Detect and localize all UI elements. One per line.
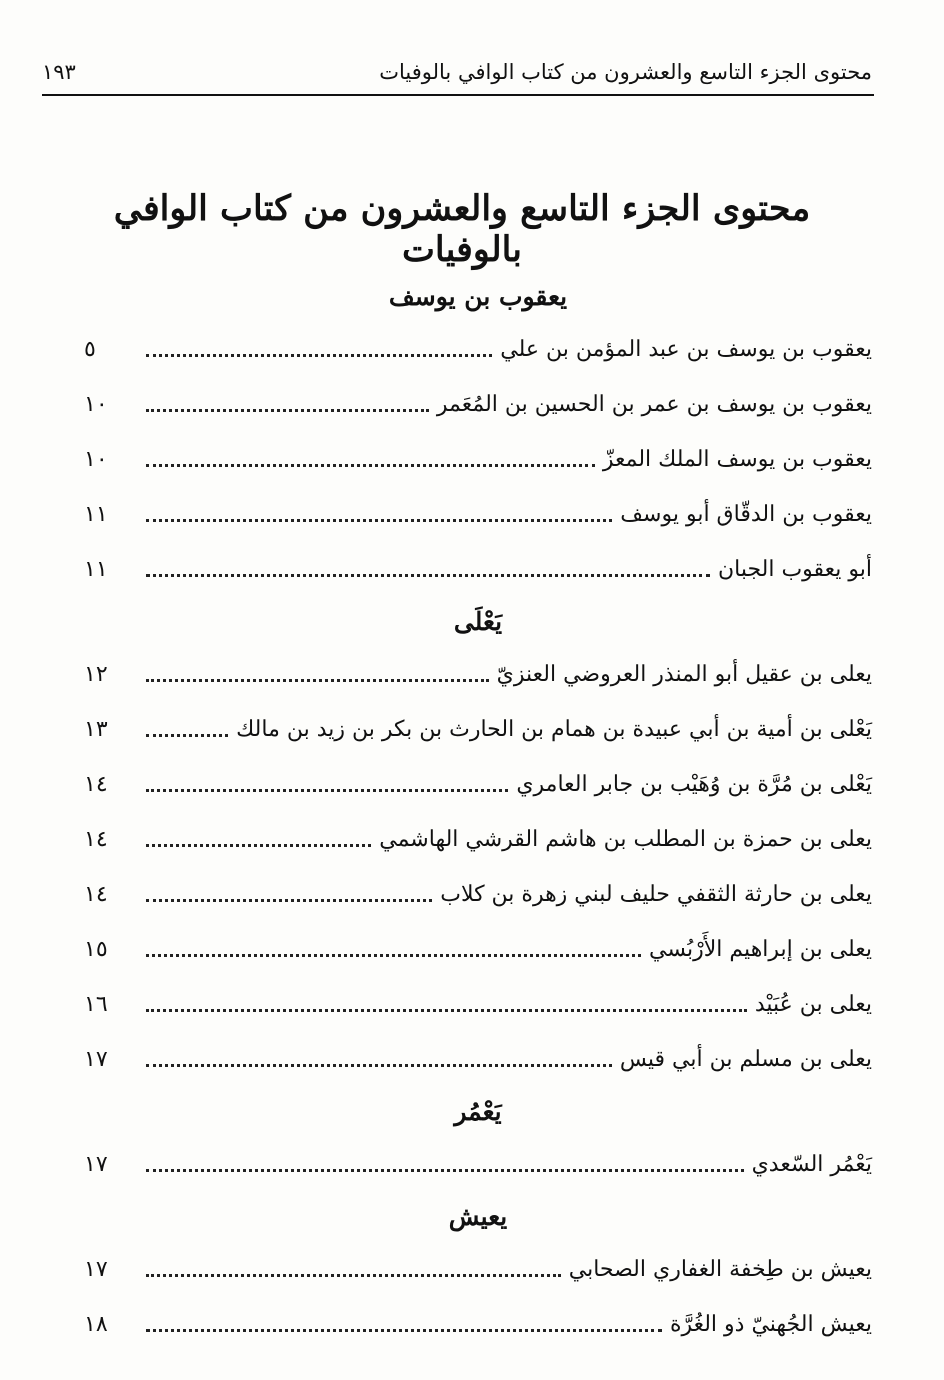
entry-title: يعلى بن مسلم بن أبي قيس: [619, 1047, 872, 1072]
dot-leader: [146, 464, 595, 467]
entry-page-number: ١٠: [84, 392, 108, 417]
toc-entry: [84, 1242, 872, 1297]
dot-leader: [146, 409, 429, 412]
dot-leader: [146, 1274, 561, 1277]
entry-page-number: ١٤: [84, 772, 108, 797]
dot-leader: [146, 1064, 612, 1067]
toc-entry: [84, 1297, 872, 1352]
dot-leader: [146, 519, 612, 522]
table-of-contents: [84, 272, 872, 1352]
entry-page-number: ١٦: [84, 992, 108, 1017]
entry-page-number: ١٧: [84, 1047, 108, 1072]
entry-page-number: ١٥: [84, 937, 108, 962]
page-number: ١٩٣: [42, 60, 76, 84]
toc-entry: [84, 647, 872, 702]
entry-page-number: ١١: [84, 502, 108, 527]
entry-page-number: ١٢: [84, 662, 108, 687]
toc-entry: [84, 1137, 872, 1192]
toc-entry: [84, 322, 872, 377]
entry-title: يعقوب بن يوسف الملك المعزّ: [602, 447, 872, 472]
entry-title: أبو يعقوب الجبان: [717, 557, 872, 582]
toc-entry: [84, 542, 872, 597]
dot-leader: [146, 679, 489, 682]
toc-entry: [84, 487, 872, 542]
entry-title: يَعْلى بن أمية بن أبي عبيدة بن همام بن الحارث بن بكر بن زيد بن مالك: [236, 717, 872, 742]
entry-title: يَعْلى بن مُرَّة بن وُهَيْب بن جابر العامري: [516, 772, 872, 797]
section-heading: يَعْلَى: [453, 607, 503, 636]
section-heading: يَعْمُر: [454, 1097, 502, 1126]
entry-title: يَعْمُر السّعدي: [751, 1152, 872, 1177]
toc-entry: [84, 432, 872, 487]
entry-title: يعقوب بن يوسف بن عبد المؤمن بن علي: [500, 337, 872, 362]
toc-entry: [84, 922, 872, 977]
dot-leader: [146, 899, 432, 902]
entry-title: يعيش بن طِخفة الغفاري الصحابي: [568, 1257, 872, 1282]
entry-title: يعيش الجُهنيّ ذو الغُرَّة: [669, 1312, 872, 1337]
entry-title: يعلى بن حارثة الثقفي حليف لبني زهرة بن كلاب: [440, 882, 872, 907]
running-title: محتوى الجزء التاسع والعشرون من كتاب الوافي بالوفيات: [379, 60, 872, 84]
dot-leader: [146, 574, 710, 577]
toc-entry: [84, 867, 872, 922]
entry-page-number: ١٠: [84, 447, 108, 472]
entry-title: يعقوب بن يوسف بن عمر بن الحسين بن المُعَمر: [436, 392, 872, 417]
toc-entry: [84, 377, 872, 432]
toc-entry: [84, 702, 872, 757]
entry-page-number: ١٤: [84, 827, 108, 852]
dot-leader: [146, 1329, 662, 1332]
header-rule: [42, 94, 874, 96]
running-header: [42, 52, 872, 92]
section-heading: يعيش: [448, 1202, 508, 1231]
section-heading: يعقوب بن يوسف: [388, 282, 568, 311]
entry-page-number: ١١: [84, 557, 108, 582]
toc-entry: [84, 757, 872, 812]
entry-title: يعلى بن حمزة بن المطلب بن هاشم القرشي الهاشمي: [379, 827, 872, 852]
toc-entry: [84, 812, 872, 867]
dot-leader: [146, 954, 641, 957]
entry-page-number: ١٧: [84, 1257, 108, 1282]
dot-leader: [146, 844, 371, 847]
entry-title: يعلى بن إبراهيم الأَرْبُسي: [649, 937, 872, 962]
entry-page-number: ١٧: [84, 1152, 108, 1177]
dot-leader: [146, 1009, 747, 1012]
entry-page-number: ١٤: [84, 882, 108, 907]
dot-leader: [146, 1169, 744, 1172]
entry-title: يعقوب بن الدقّاق أبو يوسف: [620, 502, 872, 527]
entry-page-number: ١٣: [84, 717, 108, 742]
dot-leader: [146, 789, 508, 792]
entry-title: يعلى بن عقيل أبو المنذر العروضي العنزيّ: [496, 662, 872, 687]
entry-page-number: ١٨: [84, 1312, 108, 1337]
entry-title: يعلى بن عُبَيْد: [754, 992, 872, 1017]
page-title: محتوى الجزء التاسع والعشرون من كتاب الوافي بالوفيات: [113, 188, 811, 270]
toc-entry: [84, 977, 872, 1032]
toc-entry: [84, 1032, 872, 1087]
dot-leader: [146, 734, 228, 737]
dot-leader: [146, 354, 492, 357]
entry-page-number: ٥: [84, 337, 96, 362]
